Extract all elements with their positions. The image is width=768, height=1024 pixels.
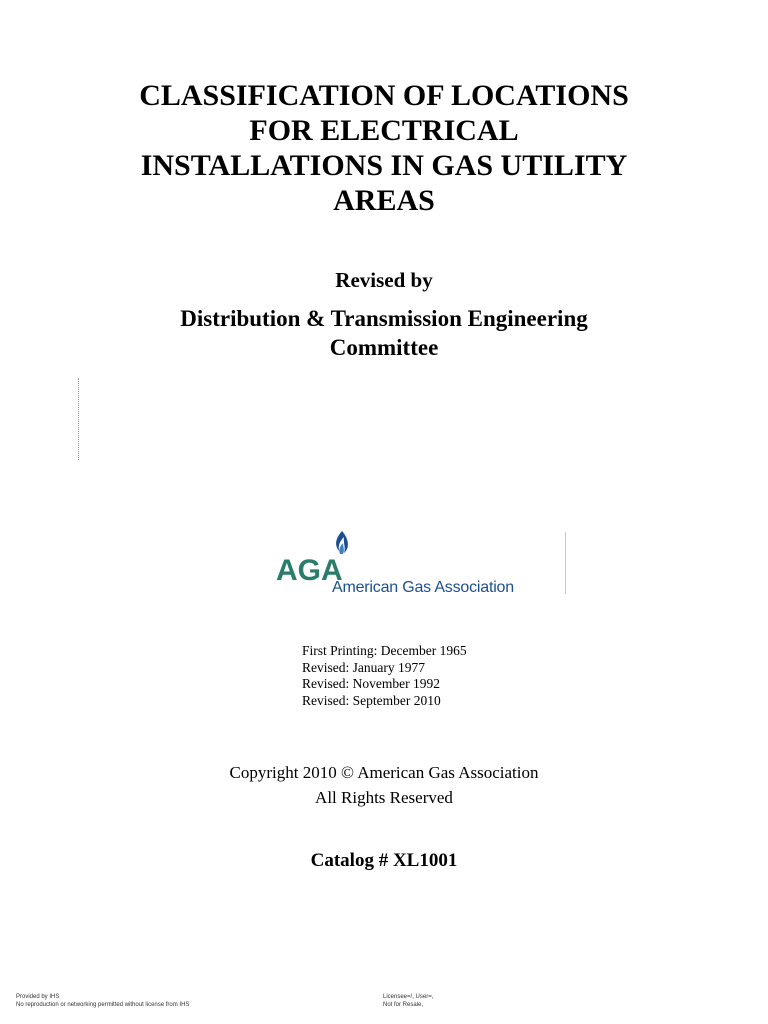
printing-line: Revised: January 1977	[302, 659, 425, 675]
aga-acronym: AGA	[276, 554, 343, 584]
aga-tagline: American Gas Association	[332, 579, 514, 596]
document-title	[0, 78, 768, 218]
committee-line: Committee	[329, 335, 439, 360]
committee-line: Distribution & Transmission Engineering	[180, 306, 588, 331]
footer-line: Licensee=/, User=,	[383, 994, 434, 1000]
title-line: INSTALLATIONS IN GAS UTILITY	[140, 149, 628, 182]
footer-line: Not for Resale,	[383, 1002, 424, 1008]
logo-divider	[565, 532, 566, 594]
copyright-notice	[0, 760, 768, 810]
footer-license-notice	[383, 993, 433, 1009]
revised-by-label: Revised by	[335, 268, 433, 292]
footer-line: No reproduction or networking permitted without license from IHS	[16, 1002, 190, 1008]
title-line: AREAS	[333, 184, 435, 217]
printing-history	[302, 643, 467, 709]
scan-margin-marks	[78, 378, 82, 460]
printing-line: Revised: November 1992	[302, 676, 440, 691]
rights-line: All Rights Reserved	[315, 788, 453, 807]
printing-line: Revised: September 2010	[302, 692, 441, 708]
title-line: FOR ELECTRICAL	[249, 114, 519, 147]
aga-logo	[274, 528, 574, 600]
printing-line: First Printing: December 1965	[302, 643, 467, 658]
copyright-line: Copyright 2010 © American Gas Association	[229, 763, 539, 782]
committee-name	[0, 304, 768, 362]
title-line: CLASSIFICATION OF LOCATIONS	[139, 79, 629, 112]
footer-provider-notice	[16, 993, 189, 1009]
catalog-number: Catalog # XL1001	[310, 850, 458, 871]
footer-line: Provided by IHS	[16, 994, 60, 1000]
